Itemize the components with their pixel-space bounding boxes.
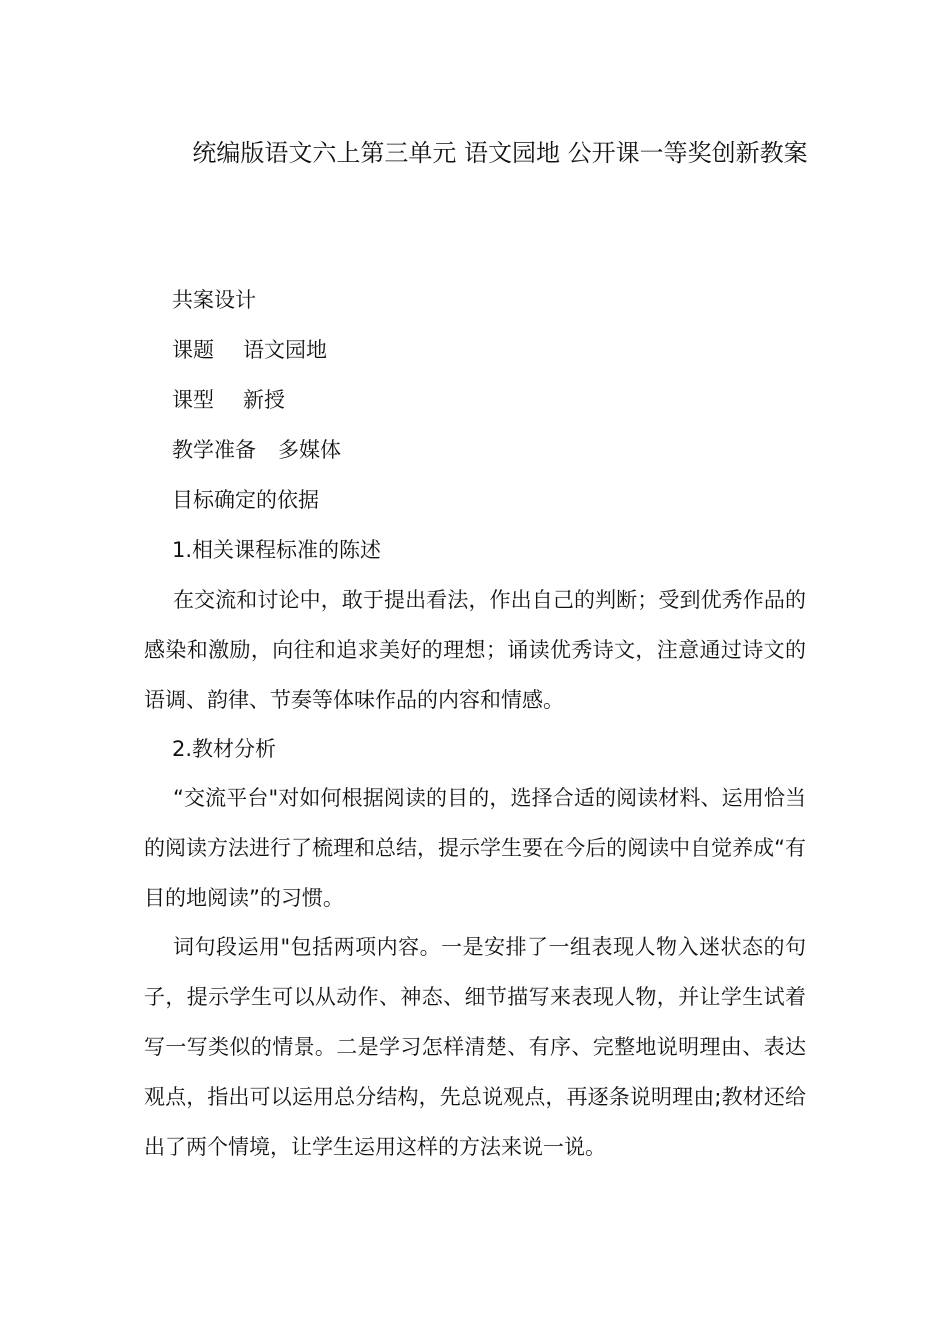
paragraph-standards: 在交流和讨论中，敢于提出看法，作出自己的判断；受到优秀作品的感染和激励，向往和追求美好的理想；诵读优秀诗文，注意通过诗文的语调、韵律、节奏等体味作品的内容和情感。 xyxy=(144,588,806,712)
design-label: 共案设计 xyxy=(172,288,256,312)
basis-heading: 目标确定的依据 xyxy=(172,488,319,512)
paragraph-exchange-platform: “交流平台"对如何根据阅读的目的，选择合适的阅读材料、运用恰当的阅读方法进行了梳理和总结，提示学生要在今后的阅读中自觉养成“有目的地阅读”的习惯。 xyxy=(144,786,806,910)
section-heading-analysis: 2.教材分析 xyxy=(172,737,277,761)
paragraph-word-sentence-use: 词句段运用"包括两项内容。一是安排了一组表现人物入迷状态的句子，提示学生可以从动作、神态、细节描写来表现人物，并让学生试着写一写类似的情景。二是学习怎样清楚、有序、完整地说明理由、表达观点，指出可以运用总分结构，先总说观点，再逐条说明理由;教材还给出了两个情境，让学生运用这样的方法来说一说。 xyxy=(144,935,806,1159)
prep-label: 教学准备 xyxy=(172,438,256,462)
section-heading-standards: 1.相关课程标准的陈述 xyxy=(172,538,382,562)
document-title: 统编版语文六上第三单元 语文园地 公开课一等奖创新教案 xyxy=(192,139,808,167)
prep-row xyxy=(172,435,341,465)
type-value: 新授 xyxy=(243,388,285,412)
topic-value: 语文园地 xyxy=(243,338,327,362)
type-row xyxy=(172,385,285,415)
type-label: 课型 xyxy=(172,388,214,412)
topic-row xyxy=(172,335,327,365)
prep-value: 多媒体 xyxy=(278,438,341,462)
topic-label: 课题 xyxy=(172,338,214,362)
